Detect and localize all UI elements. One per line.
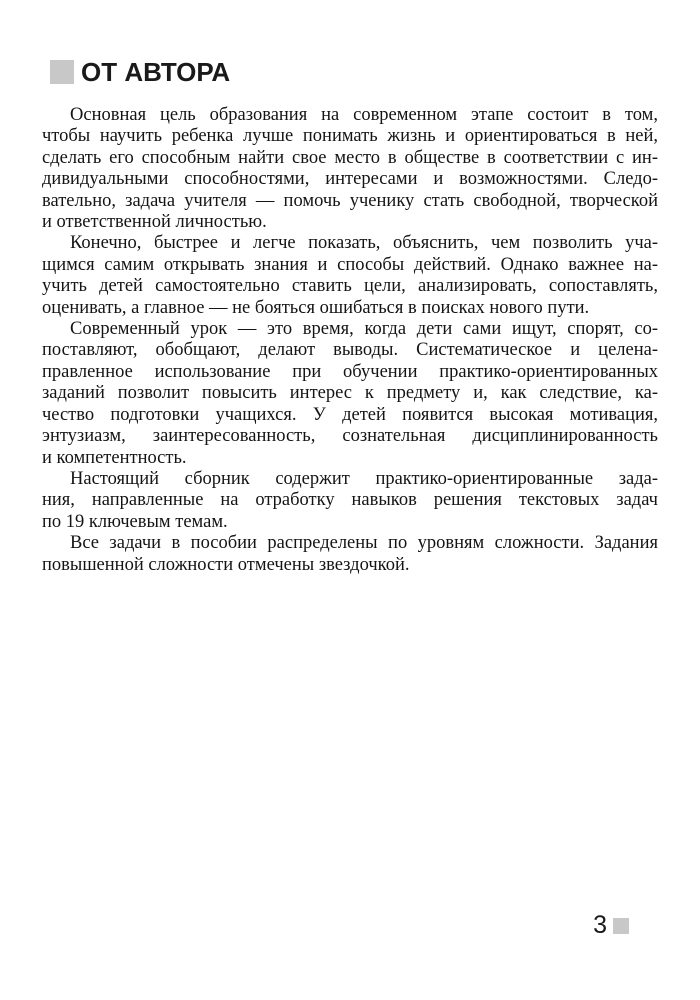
- text-line: по 19 ключевым темам.: [42, 511, 228, 532]
- title-accent-square: [50, 60, 74, 84]
- text-line: ния, направленные на отработку навыков решения текстовых задач: [42, 490, 658, 511]
- text-line: учить детей самостоятельно ставить цели, анализировать, сопоставлять,: [42, 276, 658, 297]
- text-line: оценивать, а главное — не бояться ошибаться в поисках нового пути.: [42, 297, 590, 318]
- text-line: и компетентность.: [42, 447, 187, 468]
- text-line: Основная цель образования на современном этапе состоит в том,: [70, 105, 658, 125]
- text-line: Конечно, быстрее и легче показать, объяснить, чем позволить уча-: [70, 233, 658, 254]
- text-line: чтобы научить ребенка лучше понимать жизнь и ориентироваться в ней,: [42, 126, 658, 147]
- text-line: Современный урок — это время, когда дети сами ищут, спорят, со-: [70, 319, 658, 340]
- footer-accent-square: [613, 918, 629, 934]
- page-footer: [593, 913, 629, 938]
- text-line: повышенной сложности отмечены звездочкой.: [42, 554, 410, 575]
- text-line: чество подготовки учащихся. У детей появится высокая мотивация,: [42, 404, 658, 425]
- text-line: заданий позволит повысить интерес к предмету и, как следствие, ка-: [42, 383, 658, 404]
- text-line: щимся самим открывать знания и способы действий. Однако важнее на-: [42, 254, 658, 275]
- text-line: Настоящий сборник содержит практико-ориентированные зада-: [70, 468, 658, 489]
- text-line: правленное использование при обучении практико-ориентированных: [42, 361, 658, 382]
- text-line: Все задачи в пособии распределены по уровням сложности. Задания: [70, 533, 658, 554]
- text-line: энтузиазм, заинтересованность, сознательная дисциплинированность: [42, 426, 658, 447]
- section-title: [50, 59, 230, 85]
- text-line: вательно, задача учителя — помочь ученику стать свободной, творческой: [42, 190, 658, 211]
- text-line: дивидуальными способностями, интересами и возможностями. Следо-: [42, 169, 658, 190]
- text-line: поставляют, обобщают, делают выводы. Систематическое и целена-: [42, 340, 658, 361]
- text-line: сделать его способным найти свое место в обществе в соответствии с ин-: [42, 147, 658, 168]
- body-text: [42, 105, 658, 576]
- page-title: ОТ АВТОРА: [81, 57, 231, 87]
- text-line: и ответственной личностью.: [42, 212, 267, 233]
- page-number: 3: [593, 911, 607, 939]
